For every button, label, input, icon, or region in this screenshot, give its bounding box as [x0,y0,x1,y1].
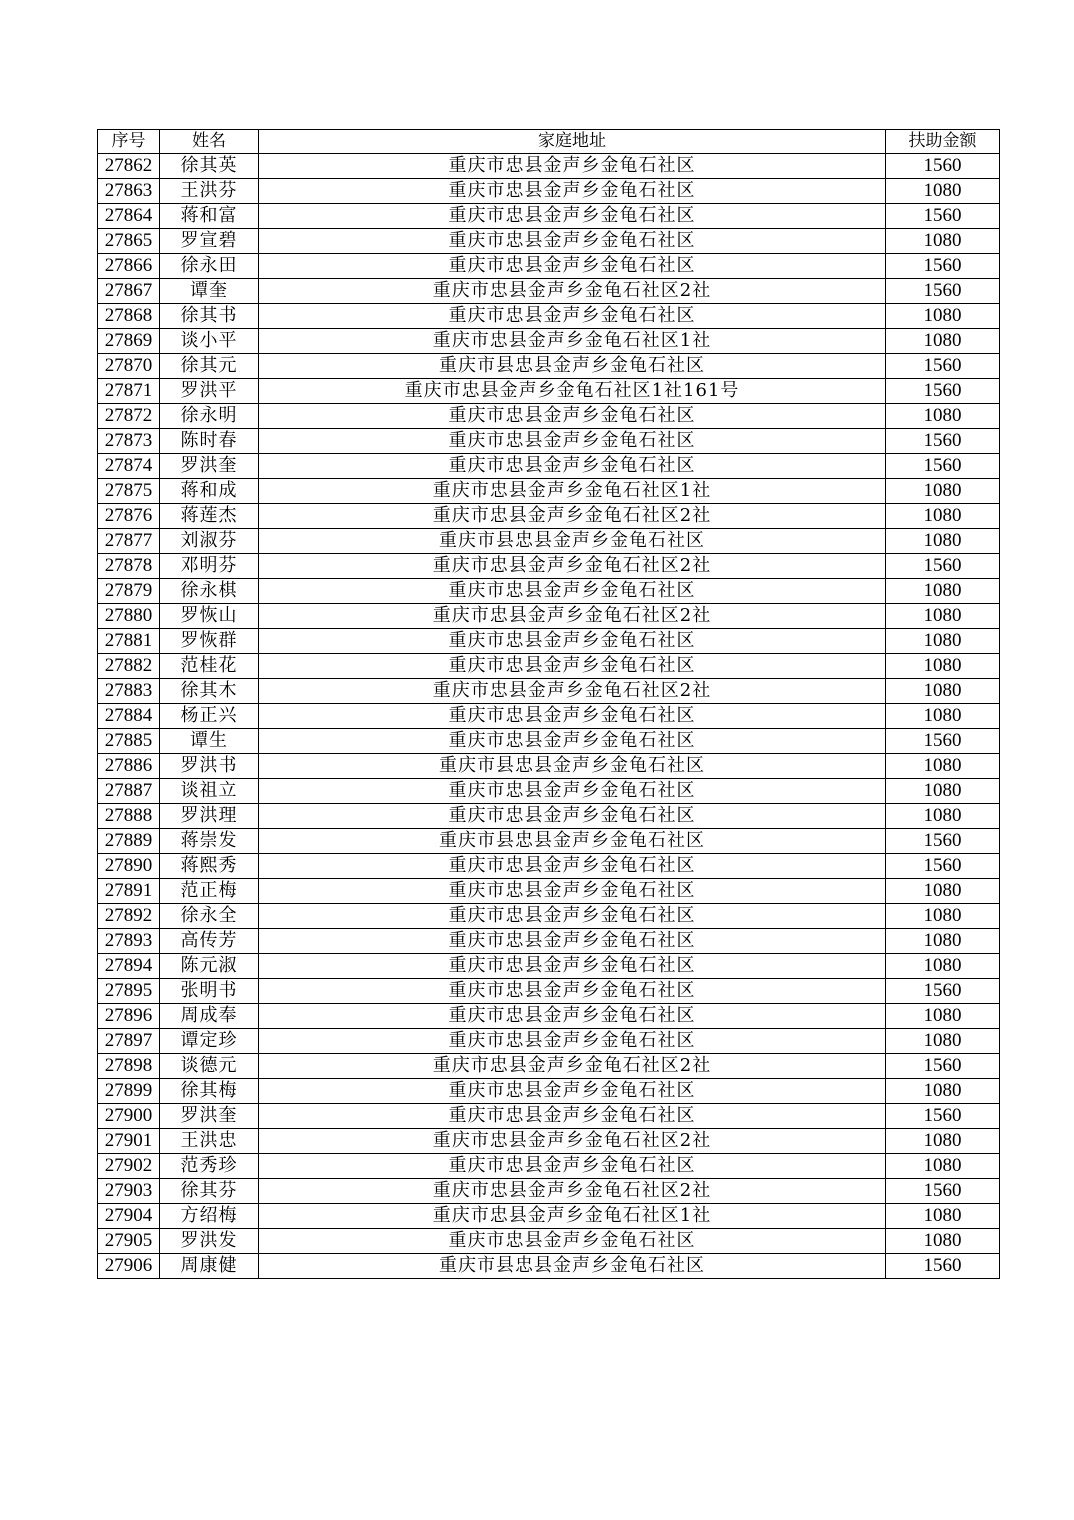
serial-number-cell: 27893 [98,929,160,954]
serial-number-cell: 27894 [98,954,160,979]
table-row [98,704,1000,729]
table-row [98,654,1000,679]
name-cell: 陈元淑 [160,954,259,979]
address-cell: 重庆市忠县金声乡金龟石社区 [259,154,886,179]
table-row [98,1154,1000,1179]
amount-cell: 1080 [886,1129,1000,1154]
amount-cell: 1560 [886,154,1000,179]
amount-cell: 1560 [886,204,1000,229]
amount-cell: 1560 [886,1179,1000,1204]
serial-number-cell: 27902 [98,1154,160,1179]
serial-number-cell: 27881 [98,629,160,654]
name-cell: 方绍梅 [160,1204,259,1229]
amount-cell: 1080 [886,654,1000,679]
table-row [98,179,1000,204]
table-row [98,429,1000,454]
amount-cell: 1560 [886,354,1000,379]
address-cell: 重庆市忠县金声乡金龟石社区 [259,429,886,454]
table-row [98,1054,1000,1079]
serial-number-cell: 27904 [98,1204,160,1229]
name-cell: 谭定珍 [160,1029,259,1054]
table-row [98,1204,1000,1229]
amount-cell: 1080 [886,329,1000,354]
address-cell: 重庆市忠县金声乡金龟石社区 [259,1004,886,1029]
name-cell: 罗洪奎 [160,1104,259,1129]
table-row [98,554,1000,579]
address-cell: 重庆市忠县金声乡金龟石社区 [259,179,886,204]
address-cell: 重庆市忠县金声乡金龟石社区 [259,579,886,604]
amount-cell: 1080 [886,504,1000,529]
table-row [98,279,1000,304]
address-cell: 重庆市忠县金声乡金龟石社区 [259,729,886,754]
name-cell: 邓明芬 [160,554,259,579]
serial-number-cell: 27892 [98,904,160,929]
address-cell: 重庆市忠县金声乡金龟石社区2社 [259,504,886,529]
amount-cell: 1080 [886,404,1000,429]
serial-number-cell: 27875 [98,479,160,504]
address-cell: 重庆市忠县金声乡金龟石社区2社 [259,1054,886,1079]
table-row [98,629,1000,654]
header-serial-number: 序号 [98,130,160,154]
table-row [98,954,1000,979]
name-cell: 罗恢山 [160,604,259,629]
table-row [98,754,1000,779]
table-row [98,604,1000,629]
name-cell: 罗洪发 [160,1229,259,1254]
amount-cell: 1560 [886,1054,1000,1079]
name-cell: 罗洪书 [160,754,259,779]
serial-number-cell: 27871 [98,379,160,404]
amount-cell: 1560 [886,379,1000,404]
amount-cell: 1080 [886,704,1000,729]
address-cell: 重庆市忠县金声乡金龟石社区 [259,904,886,929]
serial-number-cell: 27899 [98,1079,160,1104]
table-row [98,1004,1000,1029]
name-cell: 徐其英 [160,154,259,179]
table-row [98,354,1000,379]
serial-number-cell: 27874 [98,454,160,479]
serial-number-cell: 27898 [98,1054,160,1079]
address-cell: 重庆市县忠县金声乡金龟石社区 [259,829,886,854]
table-row [98,1229,1000,1254]
serial-number-cell: 27884 [98,704,160,729]
address-cell: 重庆市忠县金声乡金龟石社区 [259,1104,886,1129]
name-cell: 王洪芬 [160,179,259,204]
table-row [98,1179,1000,1204]
amount-cell: 1080 [886,579,1000,604]
amount-cell: 1080 [886,754,1000,779]
header-name: 姓名 [160,130,259,154]
name-cell: 范桂花 [160,654,259,679]
serial-number-cell: 27889 [98,829,160,854]
address-cell: 重庆市忠县金声乡金龟石社区2社 [259,604,886,629]
table-row [98,804,1000,829]
amount-cell: 1080 [886,179,1000,204]
table-header-row [98,130,1000,154]
name-cell: 蒋和成 [160,479,259,504]
address-cell: 重庆市忠县金声乡金龟石社区1社 [259,1204,886,1229]
name-cell: 罗恢群 [160,629,259,654]
amount-cell: 1560 [886,729,1000,754]
table-row [98,379,1000,404]
serial-number-cell: 27872 [98,404,160,429]
amount-cell: 1080 [886,529,1000,554]
address-cell: 重庆市忠县金声乡金龟石社区 [259,404,886,429]
name-cell: 徐其梅 [160,1079,259,1104]
amount-cell: 1560 [886,429,1000,454]
name-cell: 罗洪奎 [160,454,259,479]
name-cell: 蒋熙秀 [160,854,259,879]
header-home-address: 家庭地址 [259,130,886,154]
table-row [98,679,1000,704]
address-cell: 重庆市忠县金声乡金龟石社区1社 [259,329,886,354]
serial-number-cell: 27890 [98,854,160,879]
table-row [98,1029,1000,1054]
amount-cell: 1080 [886,229,1000,254]
table-row [98,1079,1000,1104]
table-row [98,504,1000,529]
name-cell: 徐永田 [160,254,259,279]
serial-number-cell: 27891 [98,879,160,904]
table-row [98,1104,1000,1129]
address-cell: 重庆市忠县金声乡金龟石社区 [259,1154,886,1179]
serial-number-cell: 27867 [98,279,160,304]
address-cell: 重庆市忠县金声乡金龟石社区 [259,1029,886,1054]
amount-cell: 1560 [886,454,1000,479]
table-row [98,779,1000,804]
serial-number-cell: 27888 [98,804,160,829]
address-cell: 重庆市忠县金声乡金龟石社区 [259,204,886,229]
amount-cell: 1560 [886,554,1000,579]
name-cell: 谈德元 [160,1054,259,1079]
amount-cell: 1560 [886,979,1000,1004]
name-cell: 徐永全 [160,904,259,929]
serial-number-cell: 27897 [98,1029,160,1054]
table-row [98,329,1000,354]
assistance-roster-table [97,129,1000,1279]
table-row [98,1254,1000,1279]
serial-number-cell: 27883 [98,679,160,704]
address-cell: 重庆市忠县金声乡金龟石社区 [259,879,886,904]
table-row [98,904,1000,929]
address-cell: 重庆市忠县金声乡金龟石社区 [259,654,886,679]
name-cell: 蒋崇发 [160,829,259,854]
address-cell: 重庆市忠县金声乡金龟石社区 [259,779,886,804]
name-cell: 范正梅 [160,879,259,904]
address-cell: 重庆市忠县金声乡金龟石社区 [259,804,886,829]
name-cell: 徐永棋 [160,579,259,604]
name-cell: 徐其元 [160,354,259,379]
serial-number-cell: 27862 [98,154,160,179]
table-row [98,729,1000,754]
table-row [98,1129,1000,1154]
name-cell: 陈时春 [160,429,259,454]
serial-number-cell: 27896 [98,1004,160,1029]
amount-cell: 1080 [886,904,1000,929]
table-body [98,154,1000,1279]
amount-cell: 1080 [886,679,1000,704]
serial-number-cell: 27880 [98,604,160,629]
name-cell: 蒋和富 [160,204,259,229]
amount-cell: 1080 [886,929,1000,954]
name-cell: 谭生 [160,729,259,754]
serial-number-cell: 27870 [98,354,160,379]
address-cell: 重庆市忠县金声乡金龟石社区2社 [259,679,886,704]
table-row [98,404,1000,429]
name-cell: 周康健 [160,1254,259,1279]
amount-cell: 1080 [886,1079,1000,1104]
serial-number-cell: 27879 [98,579,160,604]
amount-cell: 1560 [886,279,1000,304]
table-row [98,879,1000,904]
serial-number-cell: 27895 [98,979,160,1004]
header-assistance-amount: 扶助金额 [886,130,1000,154]
name-cell: 高传芳 [160,929,259,954]
serial-number-cell: 27886 [98,754,160,779]
amount-cell: 1560 [886,254,1000,279]
serial-number-cell: 27906 [98,1254,160,1279]
serial-number-cell: 27865 [98,229,160,254]
address-cell: 重庆市县忠县金声乡金龟石社区 [259,1254,886,1279]
serial-number-cell: 27873 [98,429,160,454]
amount-cell: 1080 [886,804,1000,829]
name-cell: 徐其芬 [160,1179,259,1204]
amount-cell: 1560 [886,829,1000,854]
table-row [98,829,1000,854]
name-cell: 徐其木 [160,679,259,704]
address-cell: 重庆市县忠县金声乡金龟石社区 [259,354,886,379]
amount-cell: 1080 [886,304,1000,329]
address-cell: 重庆市忠县金声乡金龟石社区 [259,704,886,729]
amount-cell: 1080 [886,1229,1000,1254]
address-cell: 重庆市忠县金声乡金龟石社区1社 [259,479,886,504]
address-cell: 重庆市忠县金声乡金龟石社区 [259,304,886,329]
amount-cell: 1080 [886,479,1000,504]
serial-number-cell: 27887 [98,779,160,804]
amount-cell: 1560 [886,854,1000,879]
name-cell: 蒋莲杰 [160,504,259,529]
name-cell: 罗宣碧 [160,229,259,254]
name-cell: 罗洪平 [160,379,259,404]
table-row [98,204,1000,229]
name-cell: 罗洪理 [160,804,259,829]
serial-number-cell: 27901 [98,1129,160,1154]
name-cell: 杨正兴 [160,704,259,729]
table-row [98,529,1000,554]
amount-cell: 1560 [886,1104,1000,1129]
amount-cell: 1080 [886,779,1000,804]
address-cell: 重庆市忠县金声乡金龟石社区 [259,954,886,979]
serial-number-cell: 27876 [98,504,160,529]
address-cell: 重庆市忠县金声乡金龟石社区 [259,629,886,654]
table-row [98,304,1000,329]
serial-number-cell: 27877 [98,529,160,554]
amount-cell: 1080 [886,1154,1000,1179]
address-cell: 重庆市县忠县金声乡金龟石社区 [259,754,886,779]
table-row [98,154,1000,179]
name-cell: 谈小平 [160,329,259,354]
serial-number-cell: 27863 [98,179,160,204]
serial-number-cell: 27866 [98,254,160,279]
serial-number-cell: 27900 [98,1104,160,1129]
address-cell: 重庆市县忠县金声乡金龟石社区 [259,529,886,554]
amount-cell: 1080 [886,879,1000,904]
serial-number-cell: 27885 [98,729,160,754]
amount-cell: 1080 [886,1204,1000,1229]
serial-number-cell: 27903 [98,1179,160,1204]
serial-number-cell: 27878 [98,554,160,579]
serial-number-cell: 27882 [98,654,160,679]
amount-cell: 1080 [886,954,1000,979]
name-cell: 刘淑芬 [160,529,259,554]
serial-number-cell: 27868 [98,304,160,329]
address-cell: 重庆市忠县金声乡金龟石社区 [259,254,886,279]
table-row [98,979,1000,1004]
amount-cell: 1080 [886,604,1000,629]
name-cell: 谭奎 [160,279,259,304]
name-cell: 范秀珍 [160,1154,259,1179]
table-row [98,454,1000,479]
name-cell: 徐其书 [160,304,259,329]
table-row [98,854,1000,879]
serial-number-cell: 27864 [98,204,160,229]
serial-number-cell: 27905 [98,1229,160,1254]
amount-cell: 1080 [886,1029,1000,1054]
table-row [98,479,1000,504]
table-row [98,254,1000,279]
amount-cell: 1080 [886,1004,1000,1029]
address-cell: 重庆市忠县金声乡金龟石社区2社 [259,279,886,304]
address-cell: 重庆市忠县金声乡金龟石社区 [259,979,886,1004]
table-row [98,929,1000,954]
table-row [98,579,1000,604]
address-cell: 重庆市忠县金声乡金龟石社区 [259,929,886,954]
address-cell: 重庆市忠县金声乡金龟石社区2社 [259,554,886,579]
address-cell: 重庆市忠县金声乡金龟石社区 [259,454,886,479]
address-cell: 重庆市忠县金声乡金龟石社区 [259,1229,886,1254]
address-cell: 重庆市忠县金声乡金龟石社区 [259,854,886,879]
name-cell: 周成奉 [160,1004,259,1029]
name-cell: 谈祖立 [160,779,259,804]
address-cell: 重庆市忠县金声乡金龟石社区1社161号 [259,379,886,404]
amount-cell: 1080 [886,629,1000,654]
address-cell: 重庆市忠县金声乡金龟石社区2社 [259,1179,886,1204]
name-cell: 徐永明 [160,404,259,429]
table-row [98,229,1000,254]
name-cell: 张明书 [160,979,259,1004]
amount-cell: 1560 [886,1254,1000,1279]
address-cell: 重庆市忠县金声乡金龟石社区2社 [259,1129,886,1154]
address-cell: 重庆市忠县金声乡金龟石社区 [259,229,886,254]
name-cell: 王洪忠 [160,1129,259,1154]
address-cell: 重庆市忠县金声乡金龟石社区 [259,1079,886,1104]
serial-number-cell: 27869 [98,329,160,354]
